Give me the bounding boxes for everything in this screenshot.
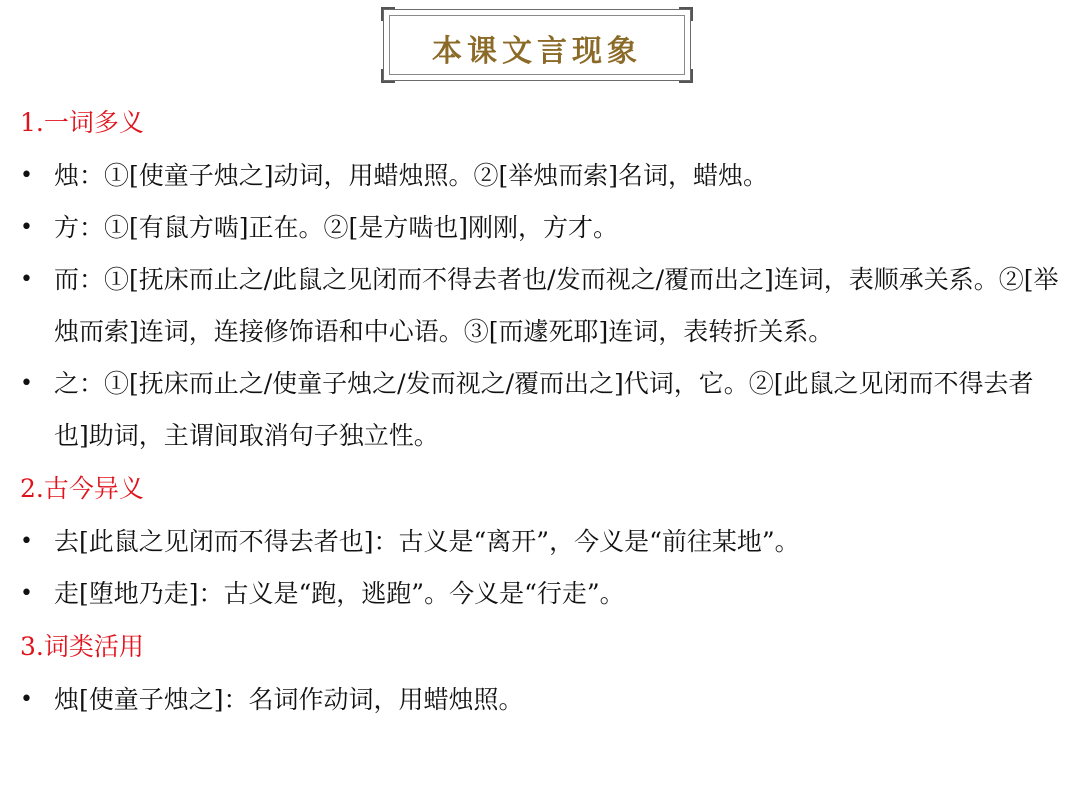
corner-ornament-icon [381,69,395,83]
list-item [0,674,1069,726]
bullet-icon: • [20,687,33,712]
section-heading-polysemy: 1.一词多义 [20,108,144,137]
list-item-text: 之：①[抚床而止之/使童子烛之/发而视之/覆而出之]代词，它。②[此鼠之见闭而不得去者也]助词，主谓间取消句子独立性。 [54,369,1034,450]
page-title: 本课文言现象 [432,34,642,69]
list-item [0,516,1069,568]
list-item-text: 方：①[有鼠方啮]正在。②[是方啮也]刚刚，方才。 [54,213,619,242]
corner-ornament-icon [679,69,693,83]
title-frame [383,9,691,81]
list-item [0,568,1069,620]
list-item-text: 烛：①[使童子烛之]动词，用蜡烛照。②[举烛而索]名词，蜡烛。 [54,161,769,190]
list-item [0,358,1069,462]
section-heading-word-class: 3.词类活用 [20,632,144,661]
bullet-icon: • [20,529,33,554]
list-item [0,254,1069,358]
list-item [0,202,1069,254]
list-item-text: 而：①[抚床而止之/此鼠之见闭而不得去者也/发而视之/覆而出之]连词，表顺承关系。②[举烛而索]连词，连接修饰语和中心语。③[而遽死耶]连词，表转折关系。 [54,265,1059,346]
bullet-icon: • [20,267,33,292]
list-item-text: 走[堕地乃走]：古义是“跑，逃跑”。今义是“行走”。 [54,579,625,608]
content-body [0,96,1069,726]
corner-ornament-icon [381,7,395,21]
list-item [0,150,1069,202]
bullet-icon: • [20,581,33,606]
bullet-icon: • [20,163,33,188]
corner-ornament-icon [679,7,693,21]
section-heading-ancient-modern: 2.古今异义 [20,474,144,503]
list-item-text: 烛[使童子烛之]：名词作动词，用蜡烛照。 [54,685,524,714]
list-item-text: 去[此鼠之见闭而不得去者也]：古义是“离开”，今义是“前往某地”。 [54,527,800,556]
bullet-icon: • [20,371,33,396]
bullet-icon: • [20,215,33,240]
